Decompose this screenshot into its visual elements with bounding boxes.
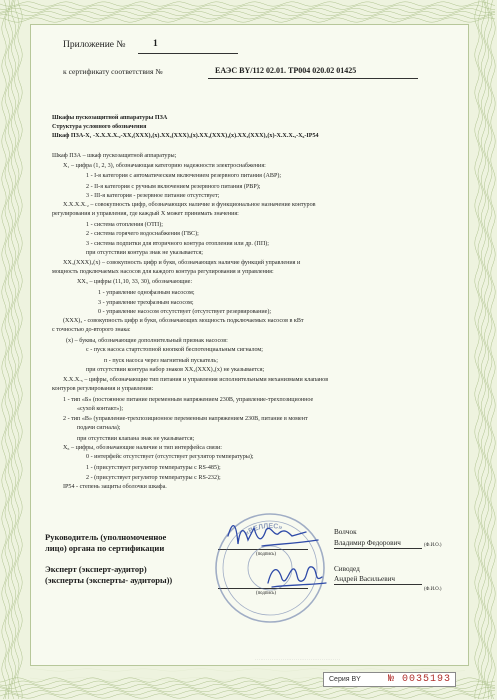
- body-line: IP54 - степень защиты оболочки шкафа.: [63, 484, 167, 491]
- head-role-line1: Руководитель (уполномоченное: [45, 532, 167, 542]
- body-line: Шкаф ПЗА-X₁ -X.X.X.X.₂-XX₃(XXX)₃(x).XX₃(XXX)₃(x).XX₃(XXX)₃(x).XX₃(XXX)₃(x)-X.X.X.₅-X₆-IP54: [52, 133, 319, 140]
- body-line: 1 - тип «Б» (постоянное питание переменным напряжением 230В, управление-трехпозиционное: [63, 396, 314, 403]
- body-line: 1 - система отопления (ОТП);: [86, 221, 163, 228]
- body-line: (x) – буквы, обозначающие дополнительный признак насосов:: [66, 337, 228, 344]
- expert-sign-caption: (подпись): [256, 591, 276, 596]
- appendix-underline: [138, 53, 238, 54]
- body-line: 2 - тип «В» (управление-трехпозиционное переменным напряжением 230В, питание в момент: [63, 416, 308, 423]
- cert-number: ЕАЭС BY/112 02.01. ТР004 020.02 01425: [215, 66, 357, 75]
- body-line: при отсутствии клапана знак не указывается;: [77, 435, 195, 442]
- body-line: X₁ – цифра (1, 2, 3), обозначающая категорию надежности электроснабжения:: [63, 163, 266, 170]
- head-fio-caption: (Ф.И.О.): [424, 543, 442, 548]
- cert-prefix: к сертификату соответствия №: [63, 67, 163, 76]
- body-line: 0 - управление насосом отсутствует (отсутствует резервирование);: [98, 309, 272, 316]
- body-line: с точностью до-второго знака:: [52, 327, 131, 334]
- body-line: п - пуск насоса через магнитный пускатель;: [104, 357, 218, 364]
- appendix-number: 1: [153, 39, 158, 49]
- body-line: при отсутствии контура набор знаков XX₃(XXX)₃(x) не указывается;: [86, 366, 265, 373]
- head-name: Владимир Федорович: [334, 539, 401, 547]
- expert-fio-caption: (Ф.И.О.): [424, 587, 442, 592]
- body-line: XX₃(XXX)₃(x) – совокупность цифр и букв, обозначающих наличие функций управления и: [63, 259, 301, 266]
- appendix-label: Приложение №: [63, 40, 126, 50]
- body-line: X.X.X.₅ – цифры, обозначающие тип питания и управления исполнительными механизмами клапанов: [63, 377, 329, 384]
- body-line: 1 - I-я категория с автоматическим включением резервного питания (АВР);: [86, 173, 282, 180]
- body-line: мощность подключаемых насосов для каждого контура регулирования и управления:: [52, 268, 274, 275]
- head-surname: Волчок: [334, 528, 357, 536]
- body-line: «сухой контакт»);: [77, 405, 124, 412]
- expert-role-line2: (эксперты (эксперты- аудиторы)): [45, 575, 173, 585]
- body-line: 3 - система подпитки для вторичного контура отопления или др. (ПП);: [86, 241, 269, 248]
- head-signature: [222, 514, 322, 554]
- stamp-text: «ВЕЛЛЕС»: [243, 522, 284, 538]
- series-number: № 0035193: [388, 674, 452, 685]
- body-line: контуров регулирования и управления:: [52, 386, 154, 393]
- body-line: Структура условного обозначения: [52, 123, 147, 130]
- expert-name: Андрей Васильевич: [334, 575, 396, 583]
- body-line: 2 - (присутствует регулятор температуры с RS-232);: [86, 474, 221, 481]
- body-line: при отсутствии контура знак не указывается;: [86, 250, 203, 257]
- body-line: с - пуск насоса стартстопной кнопкой беспотенциальным сигналом;: [86, 347, 263, 354]
- cert-underline: [208, 78, 418, 79]
- head-name-underline: [334, 548, 422, 549]
- expert-role-line1: Эксперт (эксперт-аудитор): [45, 564, 147, 574]
- head-sign-caption: (подпись): [256, 552, 276, 557]
- expert-signature: [262, 557, 332, 593]
- expert-surname: Сиводед: [334, 565, 360, 573]
- body-line: 2 - II-я категория с ручным включением резервного питания (РВР);: [86, 183, 261, 190]
- body-line: Шкафы пускозащитной аппаратуры ПЗА: [52, 114, 168, 121]
- expert-name-underline: [334, 584, 422, 585]
- serial-number-box: [323, 672, 456, 687]
- body-line: X.X.X.X.₂ – совокупность цифр, обозначающих наличие и функциональное назначение контуров: [63, 202, 316, 209]
- body-line: 1 - (присутствует регулятор температуры с RS-485);: [86, 464, 221, 471]
- body-line: регулирования и управления, где каждый X может принимать значения:: [52, 211, 239, 218]
- body-line: XX₃ – цифры (11,10, 33, 30), обозначающие:: [77, 279, 193, 286]
- series-label: Серия BY: [329, 676, 361, 683]
- body-line: X₆ – цифры, обозначающие наличие и тип интерфейса связи:: [63, 444, 222, 451]
- body-line: 1 - управление однофазным насосом;: [98, 289, 195, 296]
- printer-imprint: · · · · · · · · · · · · · · · · · · · · · · · · · · · · · · · · · · · · · · · · · · · · · ·: [255, 658, 340, 662]
- body-line: 0 - интерфейс отсутствует (отсутствует регулятор температуры);: [86, 454, 254, 461]
- body-line: Шкаф ПЗА – шкаф пускозащитной аппаратуры;: [52, 152, 177, 159]
- body-line: 3 - управление трехфазным насосом;: [98, 300, 194, 307]
- body-line: 3 - III-я категория - резервное питание отсутствует;: [86, 193, 220, 200]
- body-line: (XXX)₃ - совокупность цифр и букв, обозначающих мощность подключаемых насосов в кВт: [63, 318, 304, 325]
- head-role-line2: лицо) органа по сертификации: [45, 543, 165, 553]
- body-line: 2 - система горячего водоснабжения (ГВС);: [86, 230, 199, 237]
- body-line: подачи сигнала);: [77, 425, 121, 432]
